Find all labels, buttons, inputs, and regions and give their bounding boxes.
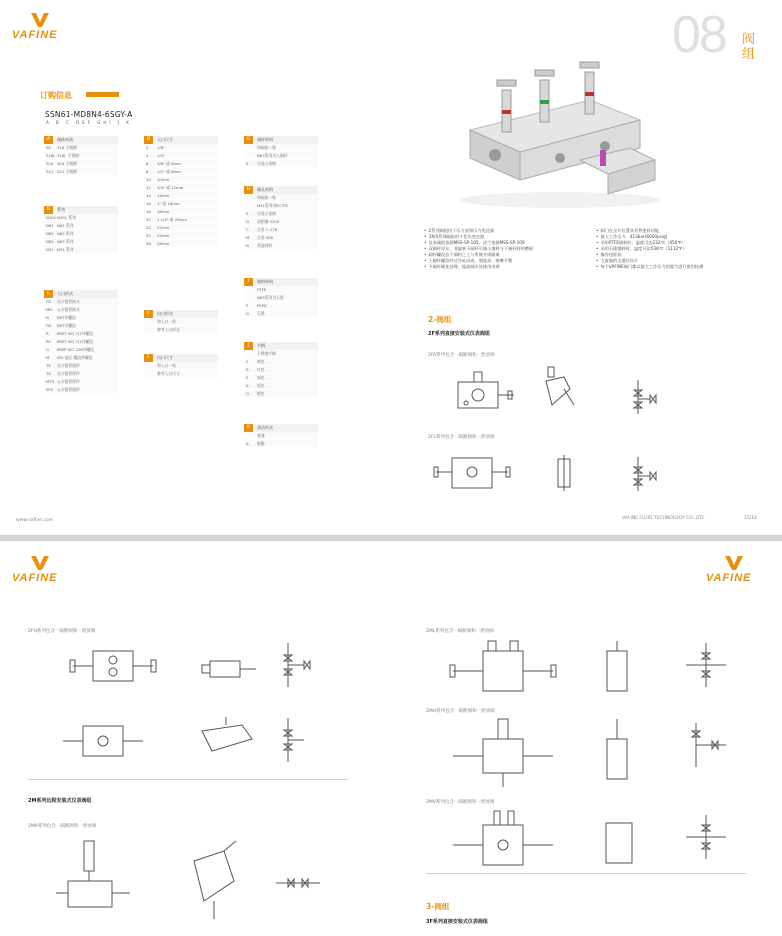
- feature-item: • 仪表阀组依据MSS-SP-105、法兰依据MSS-SP-109: [424, 240, 594, 246]
- order-table-b: [44, 206, 118, 254]
- feature-item: • 3和5系列阀组用于差压变送器: [424, 234, 594, 240]
- row-code: FD: [46, 299, 52, 304]
- table-row: [44, 362, 118, 370]
- row-code: O: [246, 391, 249, 396]
- group2-subtitle: 2F系列直接安装式仪表阀组: [428, 331, 490, 337]
- brand-logo: VAFINE: [12, 12, 72, 44]
- drawing-2ml-side: [602, 641, 632, 701]
- row-code: G: [246, 311, 249, 316]
- table-title: 清洁形式: [257, 425, 273, 430]
- row-code: FN: [46, 323, 52, 328]
- row-desc: 304 不锈钢: [57, 160, 77, 166]
- row-code: N: [46, 315, 49, 320]
- table-row: [244, 294, 318, 302]
- drawing-2mv-front: [448, 811, 558, 881]
- group2-title: 2-阀组: [428, 315, 452, 324]
- order-table-i: [244, 278, 318, 318]
- table-row: [144, 370, 218, 378]
- feature-item: • 下阀杆硬化处理，提高阀头处使用寿命: [424, 264, 594, 270]
- table-row: [144, 362, 218, 370]
- row-code: R: [46, 331, 49, 336]
- row-desc: N63系列为石墨: [257, 294, 284, 300]
- row-desc: 3/4" 或 12mm: [157, 184, 184, 190]
- table-row: [244, 152, 318, 160]
- caption-2fh: 2FH系列包含一隔断阀和一泄放阀: [28, 629, 96, 634]
- schematic-2mh: [676, 721, 746, 771]
- table-header: [44, 206, 118, 214]
- table-row: [244, 210, 318, 218]
- order-table-k: [244, 424, 318, 448]
- row-desc: 321 不锈钢: [57, 168, 77, 174]
- table-row: [44, 346, 118, 354]
- table-header: [244, 278, 318, 286]
- row-desc: 橙色: [257, 390, 265, 396]
- row-code: N62: [46, 231, 54, 236]
- schematic-2fl: [618, 455, 678, 495]
- logo-mark-icon: [30, 12, 50, 28]
- row-code: RC: [46, 339, 52, 344]
- row-desc: 和阀体一致: [257, 194, 276, 200]
- order-table-j: [244, 342, 318, 398]
- row-code: 28: [146, 241, 151, 246]
- row-desc: 公卡套管接头: [57, 306, 80, 312]
- feature-item: • 采用PTFE填料时，温度可达232℃（450℉）: [596, 240, 776, 246]
- chapter-number: 08: [672, 6, 726, 64]
- table-header: [244, 186, 318, 194]
- table-row: [244, 226, 318, 234]
- drawing-2fh-front-b: [58, 721, 148, 761]
- row-desc: N61 系列: [57, 222, 74, 228]
- feature-item: • 最大工作压力：413bar(6000psig): [596, 234, 776, 240]
- table-row: [244, 242, 318, 250]
- row-desc: PTFE: [257, 287, 267, 292]
- caption-2ml: 2ML系列包含一隔断阀和一泄放阀: [426, 629, 494, 634]
- row-desc: 参考入口形式: [157, 326, 180, 332]
- row-desc: 脱脂: [257, 440, 265, 446]
- table-row: [144, 200, 218, 208]
- table-key: E: [144, 310, 153, 318]
- row-code: TS: [46, 363, 51, 368]
- row-desc: 公卡套管焊件: [57, 378, 80, 384]
- catalog-page-16: [0, 541, 782, 936]
- row-desc: 可选合金钢: [257, 210, 276, 216]
- logo-mark-icon: [30, 555, 50, 571]
- divider-right: [426, 873, 746, 874]
- row-code: 20: [146, 217, 151, 222]
- feature-item: • 阀门在全开位置具有背密封功能: [596, 228, 776, 234]
- row-code: 4: [146, 153, 149, 158]
- subtitle-2m: 2M系列远程安装式仪表阀组: [28, 798, 92, 804]
- row-code: 25: [146, 233, 151, 238]
- feature-item: • 双阀杆设计，非旋转下阀杆可减小填料与下阀杆间的磨损: [424, 246, 594, 252]
- table-title: 系列: [57, 207, 65, 212]
- table-row: [144, 232, 218, 240]
- table-header: [144, 310, 218, 318]
- row-code: Y: [246, 359, 249, 364]
- table-header: [144, 136, 218, 144]
- order-table-c: [44, 290, 118, 394]
- table-header: [244, 424, 318, 432]
- caption-2fl: 2FL系列包含一隔断阀和一泄放阀: [428, 435, 495, 440]
- table-row: [244, 366, 318, 374]
- drawing-2ma-side: [184, 841, 244, 921]
- brand-logo-right: VAFINE: [706, 555, 766, 587]
- drawing-2fa-front: [448, 370, 518, 420]
- feature-item: • 大流量的全通径设计: [596, 258, 776, 264]
- logo-mark-icon: [724, 555, 744, 571]
- table-row: [44, 222, 118, 230]
- row-desc: 18mm: [157, 209, 170, 214]
- table-key: J: [244, 342, 253, 350]
- table-header: [44, 290, 118, 298]
- table-row: [244, 358, 318, 366]
- table-row: [244, 302, 318, 310]
- table-row: [244, 350, 318, 358]
- table-key: K: [244, 424, 253, 432]
- row-code: MTS: [46, 379, 55, 384]
- drawing-2mh-side: [602, 719, 632, 789]
- row-code: D: [246, 219, 249, 224]
- row-code: K: [246, 383, 249, 388]
- table-row: [44, 322, 118, 330]
- table-row: [44, 214, 118, 222]
- table-row: [244, 382, 318, 390]
- row-desc: 黄色: [257, 358, 265, 364]
- table-row: [44, 330, 118, 338]
- website: www.vafine.com: [16, 518, 53, 523]
- row-desc: PEEK: [257, 303, 267, 308]
- model-code: SSN61-MD8N4-6SGY-A: [45, 110, 133, 119]
- drawing-2fl-front: [432, 452, 512, 497]
- row-code: 10: [146, 177, 151, 182]
- row-code: 6: [146, 161, 149, 166]
- row-code: N101: [46, 215, 57, 220]
- table-title: 手柄: [257, 343, 265, 348]
- row-code: N61: [46, 223, 54, 228]
- feature-item: • 操作扭矩低: [596, 252, 776, 258]
- row-code: 2: [146, 145, 149, 150]
- table-header: [144, 354, 218, 362]
- row-desc: 不锈钢手柄: [257, 350, 276, 356]
- row-desc: 双卡套管焊件: [57, 370, 80, 376]
- drawing-2fh-side-b: [192, 721, 262, 761]
- row-desc: BSPT ISO 7/1内螺纹: [57, 338, 93, 344]
- feature-item: • 上阀杆螺纹经过冷轧而成，强度高、耐磨平整: [424, 258, 594, 264]
- row-desc: 双卡套管接头: [57, 298, 80, 304]
- row-desc: 石墨: [257, 310, 265, 316]
- table-header: [44, 136, 118, 144]
- table-row: [144, 208, 218, 216]
- table-row: [44, 238, 118, 246]
- row-code: 22: [146, 225, 151, 230]
- chapter-label: 阀组: [742, 32, 756, 62]
- row-code: M: [246, 235, 250, 240]
- drawing-2mh-front: [448, 719, 558, 789]
- table-title: 阀体材质: [57, 137, 73, 142]
- table-row: [244, 390, 318, 398]
- row-code: T8: [46, 371, 51, 376]
- row-desc: 参考入口尺寸: [157, 370, 180, 376]
- row-desc: 黑色: [257, 382, 265, 388]
- row-code: 304: [46, 161, 54, 166]
- page-number: 15/16: [744, 516, 757, 521]
- features-right: [596, 228, 776, 270]
- table-row: [144, 192, 218, 200]
- table-row: [244, 286, 318, 294]
- table-row: [44, 386, 118, 394]
- order-table-e: [144, 310, 218, 334]
- row-code: R: [246, 367, 249, 372]
- table-row: [144, 240, 218, 248]
- row-desc: 和入口一致: [157, 362, 176, 368]
- table-key: G: [244, 136, 253, 144]
- row-desc: 14mm: [157, 193, 170, 198]
- table-row: [244, 160, 318, 168]
- order-title: 订购信息: [40, 91, 72, 100]
- row-desc: 可选合金钢: [257, 160, 276, 166]
- table-header: [244, 342, 318, 350]
- company-name: VAFINE FLUID TECHNOLOGY CO.,LTD.: [622, 516, 706, 521]
- row-desc: BSPP ISO 228外螺纹: [57, 346, 95, 352]
- row-desc: 普通: [257, 432, 265, 438]
- row-desc: N31 系列: [57, 246, 74, 252]
- row-desc: 和入口一致: [157, 318, 176, 324]
- feature-item: • 2系列阀组用于压力表和压力变送器: [424, 228, 594, 234]
- row-desc: 合金 C-276: [257, 226, 278, 232]
- row-desc: NPT外螺纹: [57, 314, 76, 320]
- row-code: 12: [146, 185, 151, 190]
- table-row: [44, 378, 118, 386]
- row-desc: 10mm: [157, 177, 170, 182]
- row-desc: 316L 不锈钢: [57, 152, 79, 158]
- table-row: [244, 310, 318, 318]
- row-code: 316L: [46, 153, 56, 158]
- divider: [28, 779, 348, 780]
- table-row: [44, 354, 118, 362]
- table-row: [244, 144, 318, 152]
- table-row: [44, 298, 118, 306]
- caption-2ma: 2MA系列包含一隔断阀和一泄放阀: [28, 824, 97, 829]
- table-key: F: [144, 354, 153, 362]
- table-row: [244, 374, 318, 382]
- table-key: H: [244, 186, 253, 194]
- table-title: 阀孔材料: [257, 187, 273, 192]
- row-desc: 1/2" 或 8mm: [157, 168, 181, 174]
- drawing-2ml-front: [448, 641, 558, 701]
- group3-title: 3-阀组: [426, 902, 450, 911]
- table-title: 阀杆材料: [257, 137, 273, 142]
- row-desc: NPT内螺纹: [57, 322, 76, 328]
- row-code: SS: [46, 145, 51, 150]
- caption-2fa: 2FA系列包含一隔断阀和一泄放阀: [428, 353, 495, 358]
- table-key: B: [44, 206, 53, 214]
- schematic-2ma: [270, 863, 330, 903]
- table-row: [44, 370, 118, 378]
- feature-item: • 每个VAFINE阀门都以最大工作压力的氮气进行密封检测: [596, 264, 776, 270]
- row-desc: N62 系列: [57, 230, 74, 236]
- order-table-f: [144, 354, 218, 378]
- schematic-2fa: [618, 378, 678, 418]
- order-table-h: [244, 186, 318, 250]
- row-desc: 公卡套管插件: [57, 386, 80, 392]
- row-desc: 1 1/4" 或 20mm: [157, 216, 187, 222]
- row-code: 321: [46, 169, 54, 174]
- schematic-2mv: [676, 813, 746, 863]
- row-code: 16: [146, 201, 151, 206]
- table-row: [144, 160, 218, 168]
- schematic-2fh-b: [270, 716, 330, 766]
- table-row: [244, 218, 318, 226]
- schematic-2fh: [270, 641, 330, 691]
- row-code: N31: [46, 247, 54, 252]
- row-code: N: [246, 243, 249, 248]
- row-desc: BSPT ISO 7/1外螺纹: [57, 330, 93, 336]
- table-row: [44, 246, 118, 254]
- caption-2mv: 2MV系列包含一隔断阀和一泄放阀: [426, 800, 495, 805]
- drawing-2fh-front: [68, 646, 158, 686]
- row-code: SFS: [46, 387, 53, 392]
- table-row: [144, 184, 218, 192]
- row-desc: N63系列为入阀杆: [257, 152, 288, 158]
- table-row: [44, 314, 118, 322]
- row-desc: 1/4": [157, 153, 165, 158]
- row-desc: N31系列为PCTFE: [257, 202, 288, 208]
- row-desc: 其他材料: [257, 242, 273, 248]
- drawing-2ma-front: [54, 841, 134, 921]
- row-desc: 28mm: [157, 241, 170, 246]
- table-row: [44, 144, 118, 152]
- table-row: [244, 234, 318, 242]
- row-code: C: [246, 227, 249, 232]
- table-key: D: [144, 136, 153, 144]
- row-desc: 合金 400: [257, 234, 274, 240]
- group3-subtitle: 3F系列直接安装式仪表阀组: [426, 919, 488, 925]
- row-desc: N101 系列: [57, 214, 76, 220]
- order-table-d: [144, 136, 218, 248]
- table-row: [244, 440, 318, 448]
- row-code: M: [46, 355, 50, 360]
- table-title: 填料材料: [257, 279, 273, 284]
- table-row: [144, 326, 218, 334]
- row-code: P: [246, 303, 249, 308]
- table-row: [144, 152, 218, 160]
- row-desc: 1" 或 16mm: [157, 200, 180, 206]
- row-code: 8: [146, 169, 149, 174]
- row-code: E: [246, 375, 249, 380]
- row-code: G: [46, 347, 49, 352]
- table-row: [44, 338, 118, 346]
- row-code: S: [246, 211, 249, 216]
- table-row: [44, 306, 118, 314]
- row-desc: 25mm: [157, 233, 170, 238]
- table-row: [44, 168, 118, 176]
- table-row: [144, 176, 218, 184]
- table-row: [144, 216, 218, 224]
- table-key: I: [244, 278, 253, 286]
- row-desc: 红色: [257, 366, 265, 372]
- row-desc: 绿色: [257, 374, 265, 380]
- drawing-2fl-side: [555, 455, 575, 495]
- table-row: [244, 194, 318, 202]
- row-desc: 316 不锈钢: [57, 144, 77, 150]
- table-row: [144, 224, 218, 232]
- title-bar: [86, 92, 119, 97]
- row-desc: 双卡套管插件: [57, 362, 80, 368]
- row-code: MD: [46, 307, 53, 312]
- order-table-g: [244, 136, 318, 168]
- table-row: [44, 152, 118, 160]
- row-code: 18: [146, 209, 151, 214]
- drawing-2fh-side: [200, 656, 260, 686]
- feature-item: • 阀杆螺纹位于填料之上与系统介质隔离: [424, 252, 594, 258]
- table-row: [44, 230, 118, 238]
- row-desc: ISO 地区 螺纹外螺纹: [57, 354, 93, 360]
- schematic-2ml: [676, 641, 746, 691]
- row-desc: 1/8": [157, 145, 165, 150]
- table-header: [244, 136, 318, 144]
- feature-item: • 采用石墨填料时，温度可达538℃（1112℉）: [596, 246, 776, 252]
- drawing-2fa-side: [540, 365, 580, 415]
- row-code: A: [246, 441, 249, 446]
- table-row: [144, 168, 218, 176]
- row-code: N63: [46, 239, 54, 244]
- table-key: A: [44, 136, 53, 144]
- table-row: [244, 432, 318, 440]
- table-row: [144, 318, 218, 326]
- table-key: C: [44, 290, 53, 298]
- row-desc: 双相钢 2205: [257, 218, 280, 224]
- row-code: S: [246, 161, 249, 166]
- features-left: [424, 228, 594, 270]
- table-row: [44, 160, 118, 168]
- order-table-a: [44, 136, 118, 176]
- table-title: 入口尺寸: [157, 137, 173, 142]
- table-title: 入口形式: [57, 291, 73, 296]
- manifold-product-photo: [440, 40, 670, 210]
- table-title: 出口形式: [157, 311, 173, 316]
- row-desc: 和阀体一致: [257, 144, 276, 150]
- table-row: [244, 202, 318, 210]
- brand-logo-left: VAFINE: [12, 555, 72, 587]
- table-row: [144, 144, 218, 152]
- caption-2mh: 2MH系列包含一隔断阀和一泄放阀: [426, 709, 495, 714]
- row-desc: N63 系列: [57, 238, 74, 244]
- row-desc: 3/8" 或 6mm: [157, 160, 181, 166]
- row-desc: 22mm: [157, 225, 170, 230]
- model-letters: A B C DEF GHI J K: [46, 120, 132, 125]
- row-code: 14: [146, 193, 151, 198]
- table-title: 出口尺寸: [157, 355, 173, 360]
